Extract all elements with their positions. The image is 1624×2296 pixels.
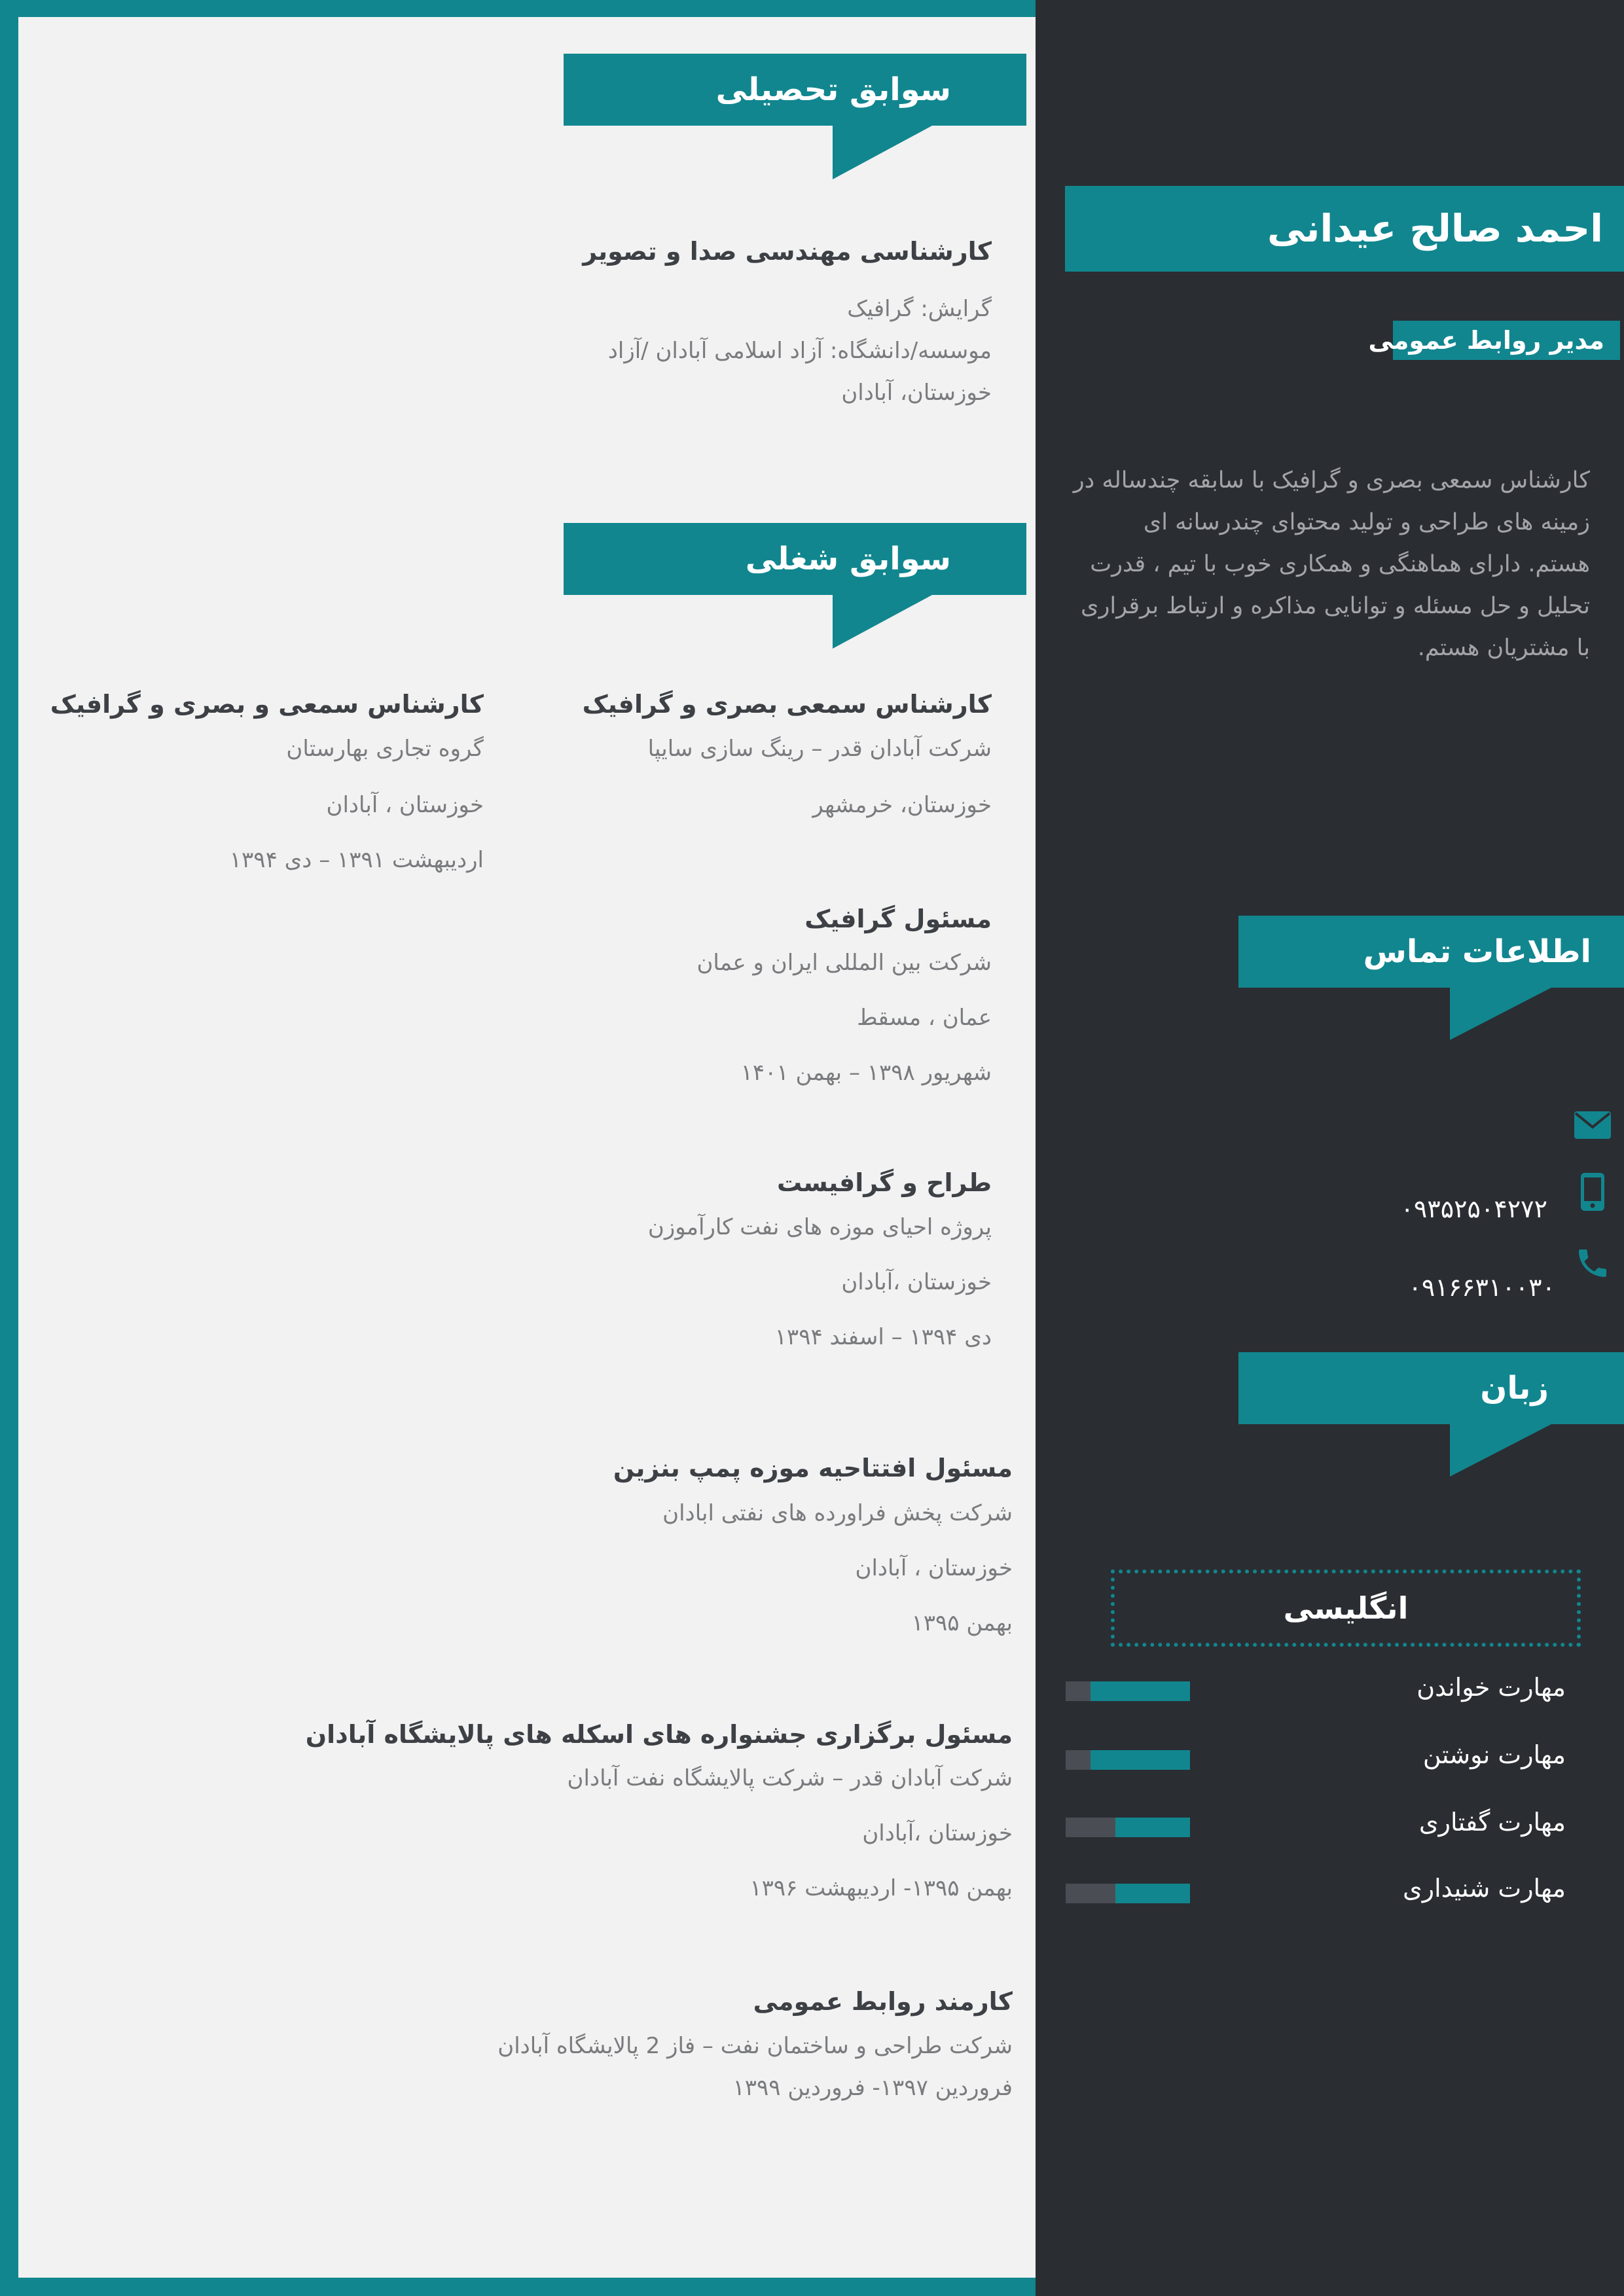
job-title: مسئول برگزاری جشنواره های اسکله های پالایشگاه آبادان bbox=[305, 1720, 1013, 1749]
job-title: طراح و گرافیست bbox=[777, 1168, 992, 1197]
job-dates: اردیبهشت ۱۳۹۱ – دی ۱۳۹۴ bbox=[229, 847, 484, 873]
skill-bar bbox=[1066, 1681, 1190, 1701]
education-heading-text: سوابق تحصیلی bbox=[715, 71, 951, 108]
contact-heading-tail bbox=[1450, 988, 1551, 1040]
education-heading-tail bbox=[833, 126, 932, 179]
skill-label: مهارت نوشتن bbox=[1422, 1740, 1566, 1769]
experience-heading-text: سوابق شغلی bbox=[745, 541, 951, 577]
language-heading-tail bbox=[1450, 1424, 1551, 1477]
job-dates: فروردین ۱۳۹۷- فروردین ۱۳۹۹ bbox=[732, 2075, 1013, 2101]
summary-line: با مشتریان هستم. bbox=[1417, 635, 1590, 661]
language-heading-text: زبان bbox=[1480, 1370, 1549, 1407]
summary-line: هستم. دارای هماهنگی و همکاری خوب با تیم ، قدرت bbox=[1090, 551, 1590, 577]
job-title: مدیر روابط عمومی bbox=[1368, 326, 1604, 355]
envelope-icon bbox=[1574, 1111, 1611, 1139]
skill-bar-fill bbox=[1091, 1750, 1190, 1770]
education-field: گرایش: گرافیک bbox=[847, 296, 992, 322]
contact-heading-text: اطلاعات تماس bbox=[1363, 933, 1591, 970]
skill-label: مهارت شنیداری bbox=[1402, 1874, 1566, 1903]
skill-bar bbox=[1066, 1818, 1190, 1837]
summary-line: زمینه های طراحی و تولید محتوای چندرسانه ای bbox=[1143, 509, 1590, 535]
mobile-number[interactable]: ۰۹۳۵۲۵۰۴۲۷۲ bbox=[1400, 1194, 1547, 1223]
mobile-phone-icon bbox=[1581, 1173, 1604, 1211]
job-title: کارشناس سمعی و بصری و گرافیک bbox=[50, 690, 484, 719]
skill-bar bbox=[1066, 1750, 1190, 1770]
job-company: پروژه احیای موزه های نفت کارآموزن bbox=[647, 1214, 992, 1240]
frame-top-border bbox=[0, 0, 1036, 17]
skill-bar-fill bbox=[1115, 1818, 1190, 1837]
job-location: خوزستان ، آبادان bbox=[326, 792, 484, 818]
telephone-icon bbox=[1574, 1245, 1611, 1282]
job-dates: شهریور ۱۳۹۸ – بهمن ۱۴۰۱ bbox=[740, 1060, 992, 1086]
language-name-box bbox=[1111, 1570, 1581, 1647]
job-company: شرکت آبادان قدر – شرکت پالایشگاه نفت آبادان bbox=[567, 1765, 1013, 1791]
skill-bar-fill bbox=[1091, 1681, 1190, 1701]
frame-bottom-border bbox=[0, 2278, 1036, 2296]
skill-label: مهارت گفتاری bbox=[1418, 1808, 1566, 1837]
experience-heading bbox=[564, 523, 1026, 595]
education-university: موسسه/دانشگاه: آزاد اسلامی آبادان /آزاد bbox=[607, 338, 992, 364]
job-title-badge bbox=[1368, 321, 1620, 360]
job-title: کارشناس سمعی بصری و گرافیک bbox=[582, 690, 992, 719]
job-dates: دی ۱۳۹۴ – اسفند ۱۳۹۴ bbox=[774, 1324, 992, 1350]
job-dates: بهمن ۱۳۹۵- اردیبهشت ۱۳۹۶ bbox=[749, 1875, 1013, 1901]
skill-bar-fill bbox=[1115, 1884, 1190, 1903]
summary bbox=[1053, 459, 1590, 669]
job-company: شرکت آبادان قدر – رینگ سازی سایپا bbox=[647, 736, 992, 762]
skill-bar bbox=[1066, 1884, 1190, 1903]
language-name: انگلیسی bbox=[1283, 1590, 1409, 1626]
summary-line: تحلیل و حل مسئله و توانایی مذاکره و ارتباط برقراری bbox=[1081, 593, 1590, 619]
education-heading bbox=[564, 54, 1026, 126]
job-dates: بهمن ۱۳۹۵ bbox=[911, 1610, 1013, 1636]
education-location: خوزستان، آبادان bbox=[841, 380, 992, 406]
summary-line: کارشناس سمعی بصری و گرافیک با سابقه چندساله در bbox=[1073, 467, 1590, 493]
frame-left-border bbox=[0, 0, 18, 2296]
degree-title: کارشناسی مهندسی صدا و تصویر bbox=[583, 237, 992, 266]
job-location: عمان ، مسقط bbox=[857, 1005, 992, 1031]
job-company: شرکت بین المللی ایران و عمان bbox=[696, 950, 992, 976]
contact-heading bbox=[1238, 916, 1624, 988]
job-location: خوزستان ،آبادان bbox=[862, 1820, 1013, 1846]
job-title: کارمند روابط عمومی bbox=[753, 1987, 1013, 2016]
job-company: شرکت پخش فراورده های نفتی ابادان bbox=[662, 1500, 1013, 1526]
language-heading bbox=[1238, 1352, 1624, 1424]
phone-number[interactable]: ۰۹۱۶۶۳۱۰۰۳۰ bbox=[1408, 1273, 1555, 1302]
job-title: مسئول گرافیک bbox=[804, 905, 992, 933]
job-location: خوزستان، خرمشهر bbox=[812, 792, 992, 818]
skill-label: مهارت خواندن bbox=[1416, 1673, 1566, 1702]
job-company: شرکت طراحی و ساختمان نفت – فاز 2 پالایشگاه آبادان bbox=[497, 2033, 1013, 2059]
name-banner bbox=[1065, 186, 1624, 272]
job-company: گروه تجاری بهارستان bbox=[286, 736, 484, 762]
experience-heading-tail bbox=[833, 595, 932, 649]
full-name: احمد صالح عیدانی bbox=[1267, 206, 1603, 251]
job-location: خوزستان ،آبادان bbox=[841, 1269, 992, 1295]
job-title: مسئول افتتاحیه موزه پمپ بنزین bbox=[613, 1454, 1013, 1482]
job-location: خوزستان ، آبادان bbox=[855, 1555, 1013, 1581]
